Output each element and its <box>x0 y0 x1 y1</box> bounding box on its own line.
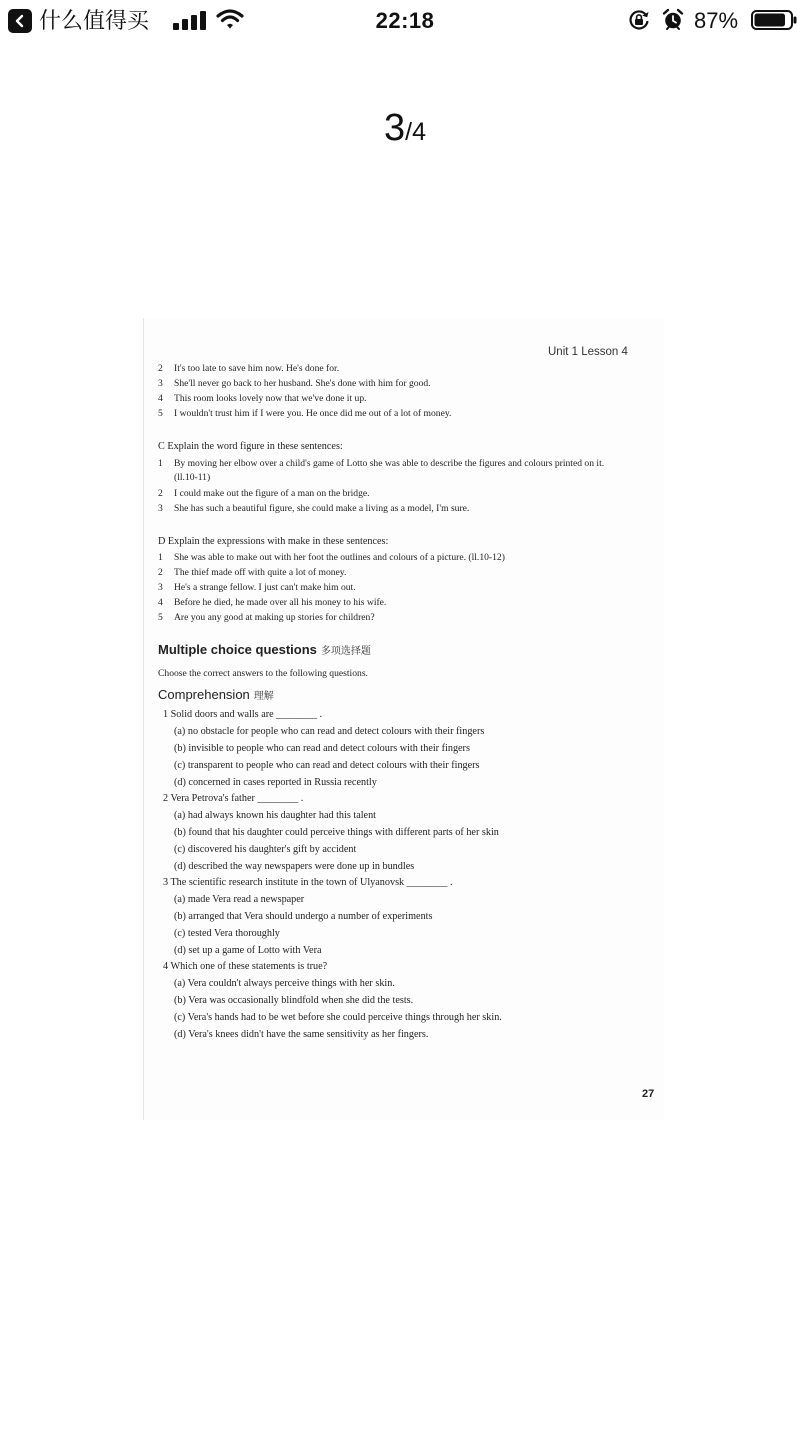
answer-option: (d) set up a game of Lotto with Vera <box>174 945 322 956</box>
exercise-line: I wouldn't trust him if I were you. He once did me out of a lot of money. <box>174 408 452 419</box>
answer-option: (a) no obstacle for people who can read and detect colours with their fingers <box>174 726 485 737</box>
rotation-lock-icon <box>628 9 650 31</box>
comprehension-title: Comprehension <box>158 687 250 702</box>
exercise-line: The thief made off with quite a lot of money. <box>174 567 347 578</box>
answer-option: (d) described the way newspapers were done up in bundles <box>174 861 415 872</box>
exercise-line: I could make out the figure of a man on the bridge. <box>174 488 370 499</box>
answer-option: (b) found that his daughter could perceive things with different parts of her skin <box>174 827 499 838</box>
page-number: 27 <box>642 1088 655 1100</box>
answer-option: (b) Vera was occasionally blindfold when she did the tests. <box>174 995 414 1006</box>
answer-option: (c) transparent to people who can read and detect colours with their fingers <box>174 760 480 771</box>
item-number: 5 <box>158 612 163 623</box>
answer-option: (a) Vera couldn't always perceive things with her skin. <box>174 978 395 989</box>
answer-option: (b) arranged that Vera should undergo a number of experiments <box>174 911 433 922</box>
section-c-title: C Explain the word figure in these sentences: <box>158 441 343 452</box>
item-number: 2 <box>158 363 163 374</box>
status-bar <box>0 0 810 40</box>
item-number: 3 <box>158 378 163 389</box>
question-stem: 3 The scientific research institute in the town of Ulyanovsk ________ . <box>163 877 453 888</box>
section-d-title: D Explain the expressions with make in these sentences: <box>158 536 389 547</box>
question-stem: 2 Vera Petrova's father ________ . <box>163 793 304 804</box>
page-counter-total: /4 <box>405 118 426 146</box>
item-number: 5 <box>158 408 163 419</box>
exercise-line: Before he died, he made over all his money to his wife. <box>174 597 387 608</box>
clock-time: 22:18 <box>375 8 435 33</box>
exercise-line: This room looks lovely now that we've done it up. <box>174 393 367 404</box>
answer-option: (b) invisible to people who can read and detect colours with their fingers <box>174 743 470 754</box>
question-stem: 1 Solid doors and walls are ________ . <box>163 709 323 720</box>
exercise-line: By moving her elbow over a child's game of Lotto she was able to describe the figures and colours printed on it. <box>174 458 605 469</box>
page-counter <box>0 106 810 154</box>
mcq-title-cn: 多项选择题 <box>320 646 371 657</box>
exercise-line: She has such a beautiful figure, she could make a living as a model, I'm sure. <box>174 503 470 514</box>
back-app-name[interactable]: 什么值得买 <box>39 8 150 33</box>
item-number: 3 <box>158 582 163 593</box>
exercise-line: She'll never go back to her husband. She's done with him for good. <box>174 378 431 389</box>
battery-percent: 87% <box>694 8 739 33</box>
answer-option: (a) had always known his daughter had this talent <box>174 810 376 821</box>
comprehension-title-cn: 理解 <box>253 691 274 702</box>
answer-option: (d) concerned in cases reported in Russia recently <box>174 777 377 788</box>
item-number: 4 <box>158 597 163 608</box>
exercise-line-cont: (ll.10-11) <box>174 472 211 483</box>
answer-option: (a) made Vera read a newspaper <box>174 894 305 905</box>
item-number: 1 <box>158 458 163 469</box>
item-number: 3 <box>158 503 163 514</box>
exercise-line: He's a strange fellow. I just can't make him out. <box>174 582 356 593</box>
answer-option: (d) Vera's knees didn't have the same sensitivity as her fingers. <box>174 1029 429 1040</box>
item-number: 2 <box>158 567 163 578</box>
exercise-line: It's too late to save him now. He's done for. <box>174 363 340 374</box>
exercise-line: Are you any good at making up stories for children? <box>174 612 375 623</box>
question-stem: 4 Which one of these statements is true? <box>163 961 328 972</box>
mcq-instruction: Choose the correct answers to the following questions. <box>158 668 368 679</box>
mcq-title: Multiple choice questions <box>158 642 317 657</box>
item-number: 2 <box>158 488 163 499</box>
mcq-heading <box>158 642 371 660</box>
answer-option: (c) Vera's hands had to be wet before she could perceive things through her skin. <box>174 1012 502 1023</box>
item-number: 4 <box>158 393 163 404</box>
battery-icon <box>751 10 797 30</box>
answer-option: (c) tested Vera thoroughly <box>174 928 280 939</box>
item-number: 1 <box>158 552 163 563</box>
comprehension-heading <box>158 687 274 705</box>
page-counter-current: 3 <box>384 107 406 149</box>
alarm-icon <box>662 8 684 30</box>
exercise-line: She was able to make out with her foot the outlines and colours of a picture. (ll.10-12) <box>174 552 505 563</box>
document-page <box>143 318 664 1120</box>
answer-option: (c) discovered his daughter's gift by accident <box>174 844 357 855</box>
running-header: Unit 1 Lesson 4 <box>548 346 628 358</box>
